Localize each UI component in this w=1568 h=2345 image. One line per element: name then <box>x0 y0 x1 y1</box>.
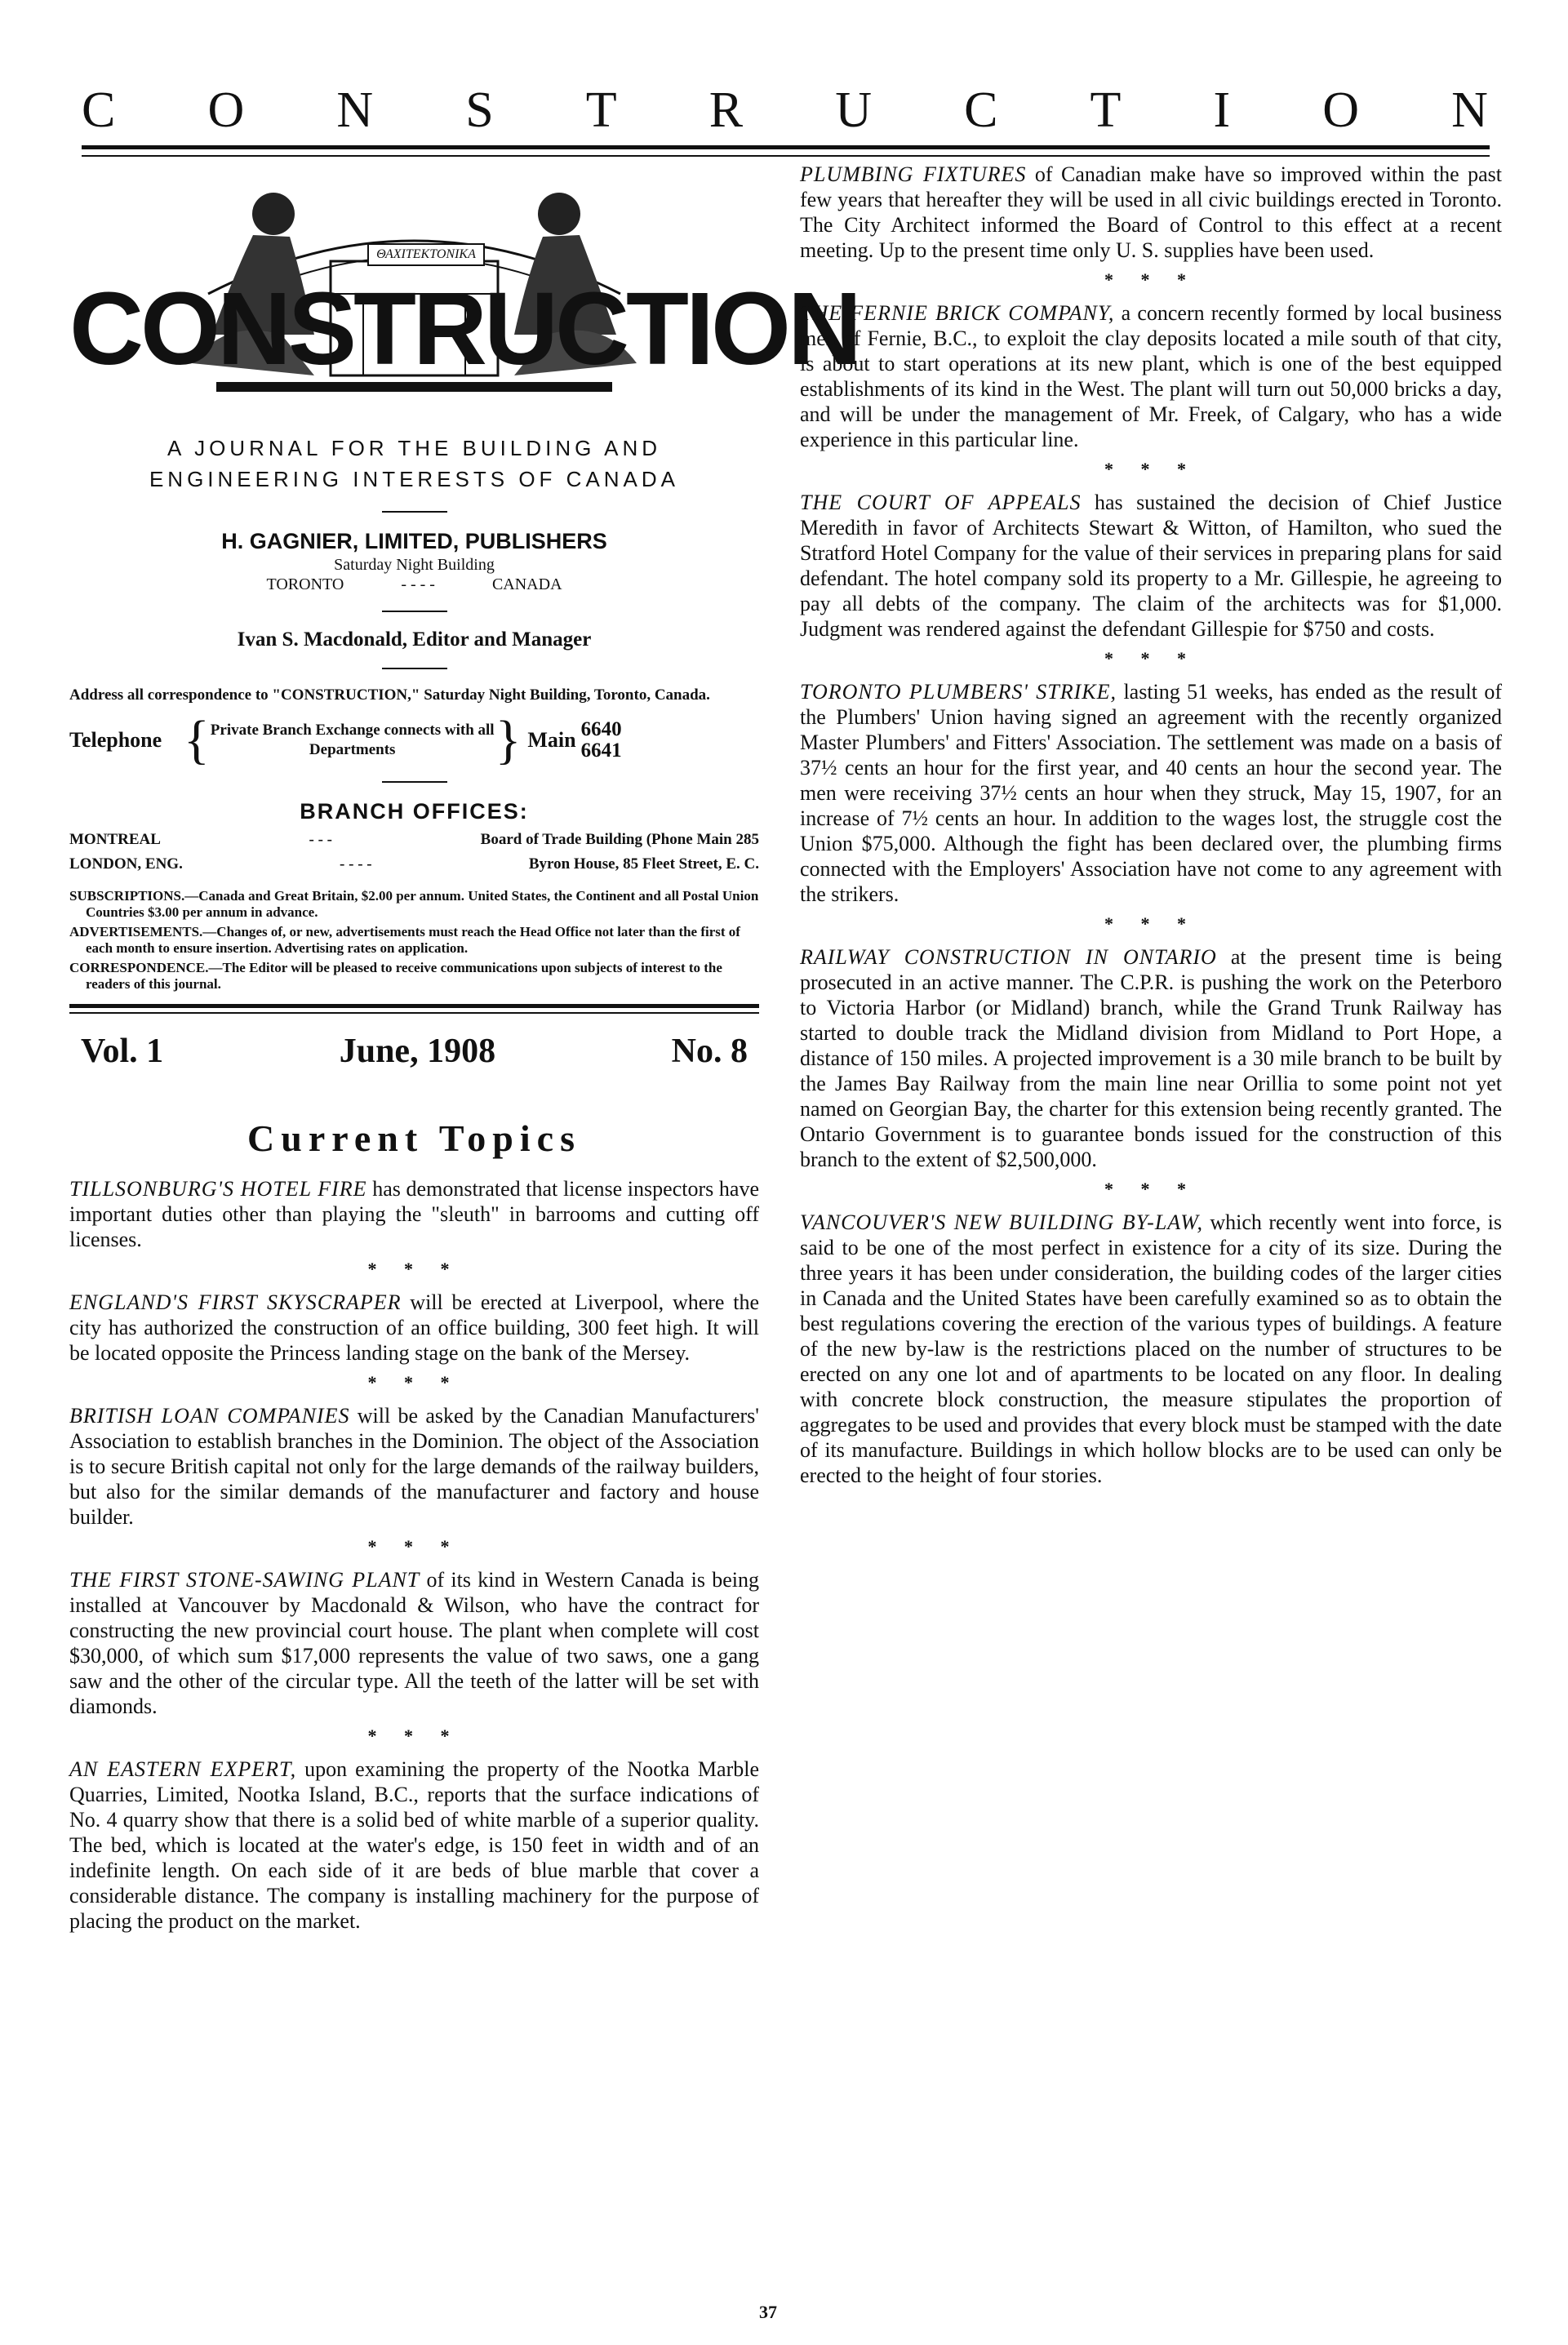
article-lead: BRITISH LOAN COMPANIES <box>69 1404 350 1428</box>
masthead-plaque: ΘΑΧΙΤΕΚΤΟΝΙΚΑ <box>367 243 485 266</box>
separator-stars: * * * <box>1104 459 1197 479</box>
publisher-city-line <box>69 575 759 594</box>
separator-stars: * * * <box>1104 1179 1197 1199</box>
article-body: will be erected at Liverpool, where the city has authorized the construction of an office building, 300 feet high. It will be located opposite the Princess landing stage on the bank of the Mersey. <box>69 1290 759 1365</box>
notices <box>69 888 759 993</box>
notice-advertisements: ADVERTISEMENTS.—Changes of, or new, advertisements must reach the Head Office not later than the first of each month to ensure insertion. Advertising rates on application. <box>69 924 740 956</box>
divider <box>382 511 447 513</box>
journal-subtitle: A JOURNAL FOR THE BUILDING AND ENGINEERING INTERESTS OF CANADA <box>149 436 680 491</box>
left-brace-icon: { <box>184 710 210 770</box>
running-head-letter: O <box>207 82 247 138</box>
telephone-text: Private Branch Exchange connects with all Departments <box>210 722 495 758</box>
left-column <box>69 171 859 1934</box>
divider-thick <box>69 1004 759 1008</box>
telephone-label: Telephone <box>69 728 162 752</box>
running-head-letter: C <box>964 82 1000 138</box>
divider <box>382 668 447 669</box>
article-body: at the present time is being prosecuted in an active manner. The C.P.R. is pushing the work on the Peterboro to Victoria Harbor (or Midland) branch, while the Grand Trunk Railway has started to double track the Midland division from Midland to Port Hope, a distance of 150 miles. A projected improvement is a 30 mile branch to be built by the James Bay Railway from the main line near Orillia to some point not yet named on Georgian Bay, the charter for this extension being recently granted. The Ontario Government is to guarantee bonds issued for the construction of this branch to the extent of $2,500,000. <box>800 945 1502 1171</box>
article <box>69 1567 759 1719</box>
telephone-number: 6641 <box>580 739 622 762</box>
branch-offices-title: BRANCH OFFICES: <box>300 799 529 824</box>
article <box>800 162 1502 263</box>
article-lead: THE COURT OF APPEALS <box>800 491 1082 514</box>
article-lead: ENGLAND'S FIRST SKYSCRAPER <box>69 1290 402 1314</box>
article <box>800 300 1502 452</box>
article-lead: VANCOUVER'S NEW BUILDING BY-LAW, <box>800 1210 1203 1234</box>
article-body: has sustained the decision of Chief Justice Meredith in favor of Architects Stewart & Witton, of Hamilton, who sued the Stratford Hotel Company for the value of their services in preparing plans for said defendant. The hotel company sold its property to a Mr. Gillespie, he agreeing to pay all debts of the company. The claim of the architects was for $1,000. Judgment was rendered against the defendant Gillespie for $750 and costs. <box>800 491 1502 641</box>
article-lead: AN EASTERN EXPERT, <box>69 1757 297 1781</box>
divider <box>382 781 447 783</box>
running-head-letter: N <box>336 82 375 138</box>
separator-stars: * * * <box>367 1725 461 1746</box>
divider-thin <box>69 1012 759 1014</box>
issue-number: No. 8 <box>671 1033 748 1070</box>
header-rule-thick <box>82 145 1490 149</box>
masthead-wordmark: CONSTRUCTION <box>69 271 859 386</box>
article-lead: RAILWAY CONSTRUCTION IN ONTARIO <box>800 945 1217 969</box>
running-head-letter: N <box>1451 82 1490 138</box>
separator-stars: * * * <box>367 1372 461 1392</box>
branch-city: MONTREAL <box>69 831 161 848</box>
separator-stars: * * * <box>367 1536 461 1557</box>
article-lead: THE FERNIE BRICK COMPANY, <box>800 301 1115 325</box>
divider <box>382 611 447 612</box>
section-title: Current Topics <box>247 1117 581 1159</box>
running-head-letter: U <box>835 82 873 138</box>
page-number: 37 <box>759 2302 777 2322</box>
article-lead: THE FIRST STONE-SAWING PLANT <box>69 1568 420 1592</box>
branch-address: Byron House, 85 Fleet Street, E. C. <box>528 855 759 873</box>
address-line: Address all correspondence to "CONSTRUCTION," Saturday Night Building, Toronto, Canada. <box>69 686 710 704</box>
running-head-letter: C <box>82 82 118 138</box>
telephone-numbers <box>581 719 622 762</box>
article-lead: TORONTO PLUMBERS' STRIKE, <box>800 680 1117 704</box>
separator-stars: * * * <box>367 1259 461 1279</box>
article <box>69 1403 759 1530</box>
separator-stars: * * * <box>1104 269 1197 290</box>
masthead <box>69 171 859 416</box>
branch-city: LONDON, ENG. <box>69 855 183 873</box>
article-lead: TILLSONBURG'S HOTEL FIRE <box>69 1177 367 1201</box>
article <box>69 1290 759 1366</box>
running-head-letter: R <box>708 82 745 138</box>
article <box>69 1757 759 1934</box>
running-head-letter: S <box>465 82 495 138</box>
article <box>69 1176 759 1252</box>
article-body: which recently went into force, is said to be one of the most perfect in existence for a city of its size. During the three years it has been under consideration, the building codes of the larger cities in Canada and the United States have been carefully examined so as to obtain the best regulations covering the erection of the various types of buildings. A feature of the new by-law is the restrictions placed on the number of structures to be erected on any one lot and of apartments to be located on any floor. In dealing with concrete block construction, the measure stipulates the proportion of aggregates to be used and provides that every block must be stamped with the date of its manufacture. Buildings in which hollow blocks are to be used can only be erected to the height of four stories. <box>800 1210 1502 1487</box>
running-head-letter: T <box>585 82 619 138</box>
issue-date: June, 1908 <box>339 1033 496 1070</box>
running-head-letter: O <box>1322 82 1361 138</box>
article-lead: PLUMBING FIXTURES <box>800 162 1027 186</box>
branch-office-row <box>69 831 759 849</box>
article-body: a concern recently formed by local business men of Fernie, B.C., to exploit the clay deposits located a mile south of that city, is about to start operations at its new plant, which is one of the best equipped establishments of its kind in the West. The plant will turn out 50,000 bricks a day, and will be under the management of Mr. Freek, of Calgary, who has a wide experience in this particular line. <box>800 301 1502 451</box>
article <box>800 1210 1502 1488</box>
telephone-main: Main <box>527 728 576 752</box>
publisher-building: Saturday Night Building <box>334 556 495 574</box>
article <box>800 490 1502 642</box>
issue-volume: Vol. 1 <box>81 1033 164 1070</box>
separator-stars: * * * <box>1104 913 1197 934</box>
publisher-dashes: - - - - <box>401 575 435 593</box>
branch-address: Board of Trade Building (Phone Main 285 <box>480 831 759 848</box>
separator-stars: * * * <box>1104 648 1197 668</box>
article-body: upon examining the property of the Nootka Marble Quarries, Limited, Nootka Island, B.C., reports that the surface indications of No. 4 quarry show that there is a solid bed of white marble of a superior quality. The bed, which is located at the water's edge, is 150 feet in width and of an indefinite length. On each side of it are beds of blue marble that cover a considerable distance. The company is installing machinery for the purpose of placing the product on the market. <box>69 1757 760 1933</box>
publisher-country: CANADA <box>491 575 562 593</box>
issue-line <box>69 1032 759 1071</box>
branch-dashes: - - - <box>309 831 333 848</box>
article-body: will be asked by the Canadian Manufacturers' Association to establish branches in the Dominion. The object of the Association is to secure British capital not only for the large demands of the railway builders, but also for the similar demands of the manufacturer and factory and house builder. <box>69 1404 759 1529</box>
publisher-city: TORONTO <box>266 575 344 593</box>
running-head-letter: T <box>1090 82 1123 138</box>
publisher-name: H. GAGNIER, LIMITED, PUBLISHERS <box>221 529 607 553</box>
running-head-letter: I <box>1213 82 1233 138</box>
article-body: has demonstrated that license inspectors have important duties other than playing the "sleuth" in barrooms and cutting off licenses. <box>69 1177 759 1251</box>
running-head <box>82 82 1490 139</box>
branch-office-row <box>69 855 759 873</box>
notice-subscriptions: SUBSCRIPTIONS.—Canada and Great Britain, $2.00 per annum. United States, the Continent and all Postal Union Countries $3.00 per annum in advance. <box>69 888 759 920</box>
article-body: of its kind in Western Canada is being installed at Vancouver by Macdonald & Wilson, who have the contract for constructing the new provincial court house. The plant when complete will cost $30,000, of which sum $17,000 represents the value of two saws, one a gang saw and the other of the circular type. All the teeth of the latter will be set with diamonds. <box>69 1568 759 1718</box>
telephone-block <box>69 710 759 770</box>
article <box>800 944 1502 1172</box>
editor-line: Ivan S. Macdonald, Editor and Manager <box>237 628 592 651</box>
header-rule-thin <box>82 155 1490 157</box>
right-brace-icon: } <box>495 710 522 770</box>
article <box>800 679 1502 907</box>
right-column <box>800 162 1502 1488</box>
branch-dashes: - - - - <box>340 855 372 873</box>
article-body: lasting 51 weeks, has ended as the result of the Plumbers' Union having signed an agreement with the recently organized Master Plumbers' and Fitters' Association. The settlement was made on a basis of 37½ cents an hour for the first year, and 40 cents an hour the second year. The men were receiving 37½ cents an hour when they struck, May 15, 1907, for an increase of 7½ cents an hour. In addition to the wages lost, the struggle cost the Union $75,000. Although the fight has been declared over, the plumbing firms connected with the Employers' Association have not come to any agreement with the strikers. <box>800 680 1502 906</box>
article-body: of Canadian make have so improved within the past few years that hereafter they will be used in all civic buildings erected in Toronto. The City Architect informed the Board of Control to this effect at a recent meeting. Up to the present time only U. S. supplies have been used. <box>800 162 1503 262</box>
telephone-number: 6640 <box>580 718 622 740</box>
notice-correspondence: CORRESPONDENCE.—The Editor will be pleased to receive communications upon subjects of interest to the readers of this journal. <box>69 960 722 992</box>
